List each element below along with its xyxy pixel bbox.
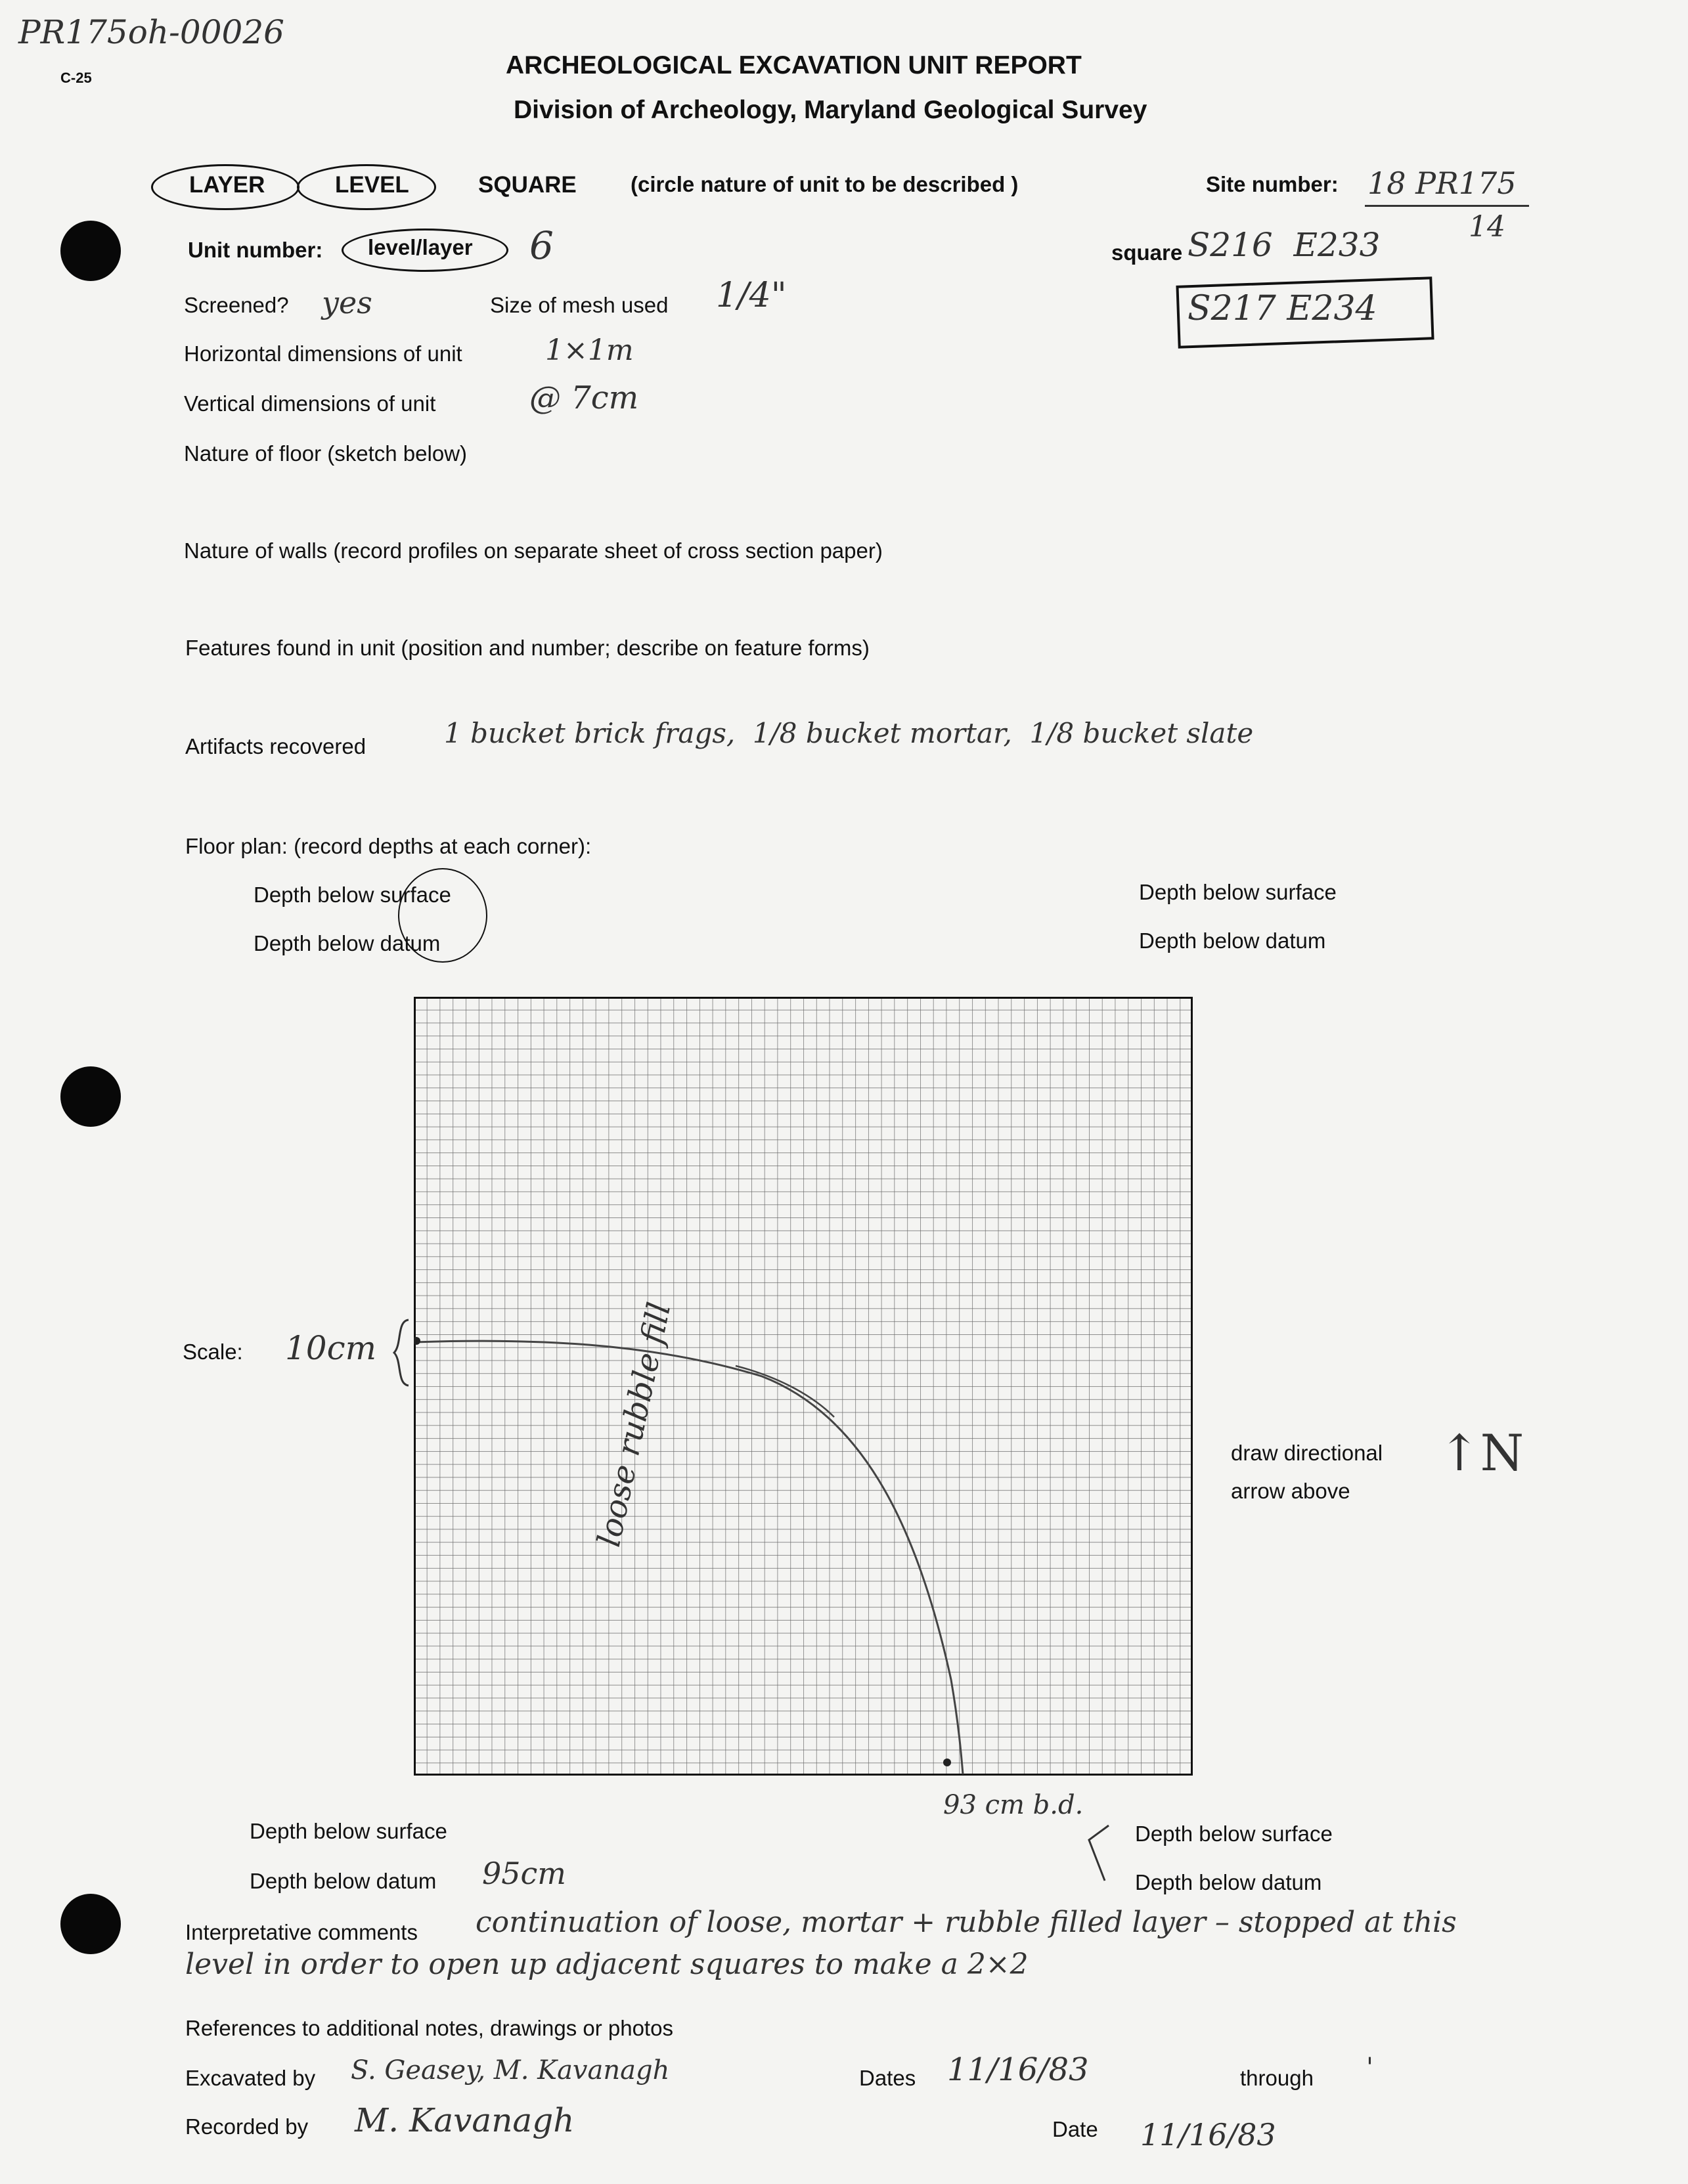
binder-hole-top xyxy=(60,221,121,281)
bottom-right-depth-datum: Depth below datum xyxy=(1135,1870,1322,1894)
screened-label: Screened? xyxy=(184,293,289,317)
scale-value[interactable]: 10cm xyxy=(285,1329,377,1367)
file-id: PR175oh-00026 xyxy=(18,13,284,51)
dates-value[interactable]: 11/16/83 xyxy=(947,2051,1089,2088)
scale-label: Scale: xyxy=(183,1340,243,1364)
unit-number-value[interactable]: 6 xyxy=(529,223,554,268)
form-code: C-25 xyxy=(60,70,92,86)
bottom-right-depth-surface: Depth below surface xyxy=(1135,1822,1333,1846)
interpretive-line1[interactable]: continuation of loose, mortar + rubble filled layer – stopped at this xyxy=(476,1906,1457,1939)
bottom-left-depth-datum: Depth below datum xyxy=(250,1869,437,1893)
site-number-subvalue[interactable]: 14 xyxy=(1469,210,1505,244)
unit-type-instruction: (circle nature of unit to be described ) xyxy=(631,172,1019,196)
screened-value[interactable]: yes xyxy=(322,285,372,320)
bottom-right-bracket xyxy=(1085,1823,1111,1883)
square-value[interactable]: S216 E233 xyxy=(1188,226,1381,264)
bottom-left-datum-value[interactable]: 95cm xyxy=(482,1856,566,1891)
top-left-depth-datum: Depth below datum xyxy=(254,931,441,955)
dates-label: Dates xyxy=(859,2066,916,2090)
site-number-label: Site number: xyxy=(1206,172,1339,196)
floor-nature-label: Nature of floor (sketch below) xyxy=(184,441,468,466)
horizontal-dimensions-value[interactable]: 1×1m xyxy=(545,334,634,367)
arrow-label-line2: arrow above xyxy=(1231,1479,1350,1503)
mesh-value[interactable]: 1/4" xyxy=(716,276,787,315)
interpretive-label: Interpretative comments xyxy=(185,1920,418,1944)
bottom-left-depth-surface: Depth below surface xyxy=(250,1819,447,1843)
vertical-dimensions-value[interactable]: @ 7cm xyxy=(529,380,639,416)
recorded-by-label: Recorded by xyxy=(185,2114,309,2139)
arrow-label-line1: draw directional xyxy=(1231,1441,1383,1465)
walls-nature-label: Nature of walls (record profiles on separate sheet of cross section paper) xyxy=(184,538,883,563)
floor-plan-grid[interactable] xyxy=(414,997,1193,1776)
surface-datum-circle xyxy=(398,868,487,963)
date-value[interactable]: 11/16/83 xyxy=(1140,2117,1276,2152)
artifacts-label: Artifacts recovered xyxy=(185,734,366,758)
site-number-underline xyxy=(1365,205,1529,207)
square-corrected-value[interactable]: S217 E234 xyxy=(1188,289,1377,328)
through-value[interactable]: ' xyxy=(1366,2053,1373,2083)
top-right-depth-surface: Depth below surface xyxy=(1139,880,1337,904)
square-label: square xyxy=(1111,240,1183,265)
features-label: Features found in unit (position and number; describe on feature forms) xyxy=(185,636,870,660)
floor-sketch-note: loose rubble fill xyxy=(590,1299,678,1550)
horizontal-dimensions-label: Horizontal dimensions of unit xyxy=(184,341,462,366)
report-subtitle: Division of Archeology, Maryland Geological Survey xyxy=(514,96,1147,124)
excavated-by-value[interactable]: S. Geasey, M. Kavanagh xyxy=(351,2055,670,2086)
north-arrow[interactable]: ↑N xyxy=(1438,1424,1524,1482)
date-label: Date xyxy=(1052,2117,1098,2141)
top-left-depth-surface: Depth below surface xyxy=(254,883,451,907)
corner-note[interactable]: 93 cm b.d. xyxy=(943,1790,1084,1820)
unit-number-label: Unit number: xyxy=(188,238,323,262)
binder-hole-bottom xyxy=(60,1894,121,1954)
references-label: References to additional notes, drawings or photos xyxy=(185,2016,673,2040)
scale-brace xyxy=(388,1319,414,1387)
unit-number-option: level/layer xyxy=(368,235,473,259)
binder-hole-middle xyxy=(60,1066,121,1127)
corner-point-bottom xyxy=(943,1758,951,1766)
unit-type-level[interactable]: LEVEL xyxy=(335,172,409,198)
through-label: through xyxy=(1240,2066,1314,2090)
top-right-depth-datum: Depth below datum xyxy=(1139,928,1326,953)
interpretive-line2[interactable]: level in order to open up adjacent squares to make a 2×2 xyxy=(185,1948,1029,1981)
excavated-by-label: Excavated by xyxy=(185,2066,316,2090)
grid-background xyxy=(414,997,1193,1776)
unit-type-layer[interactable]: LAYER xyxy=(189,172,265,198)
unit-type-square[interactable]: SQUARE xyxy=(478,172,577,198)
vertical-dimensions-label: Vertical dimensions of unit xyxy=(184,391,436,416)
mesh-label: Size of mesh used xyxy=(490,293,669,317)
artifacts-value[interactable]: 1 bucket brick frags, 1/8 bucket mortar, 1/8 bucket slate xyxy=(444,717,1254,749)
recorded-by-value[interactable]: M. Kavanagh xyxy=(355,2101,575,2139)
site-number-value[interactable]: 18 PR175 xyxy=(1367,165,1517,201)
floor-plan-label: Floor plan: (record depths at each corner): xyxy=(185,834,592,858)
report-title: ARCHEOLOGICAL EXCAVATION UNIT REPORT xyxy=(506,51,1082,79)
